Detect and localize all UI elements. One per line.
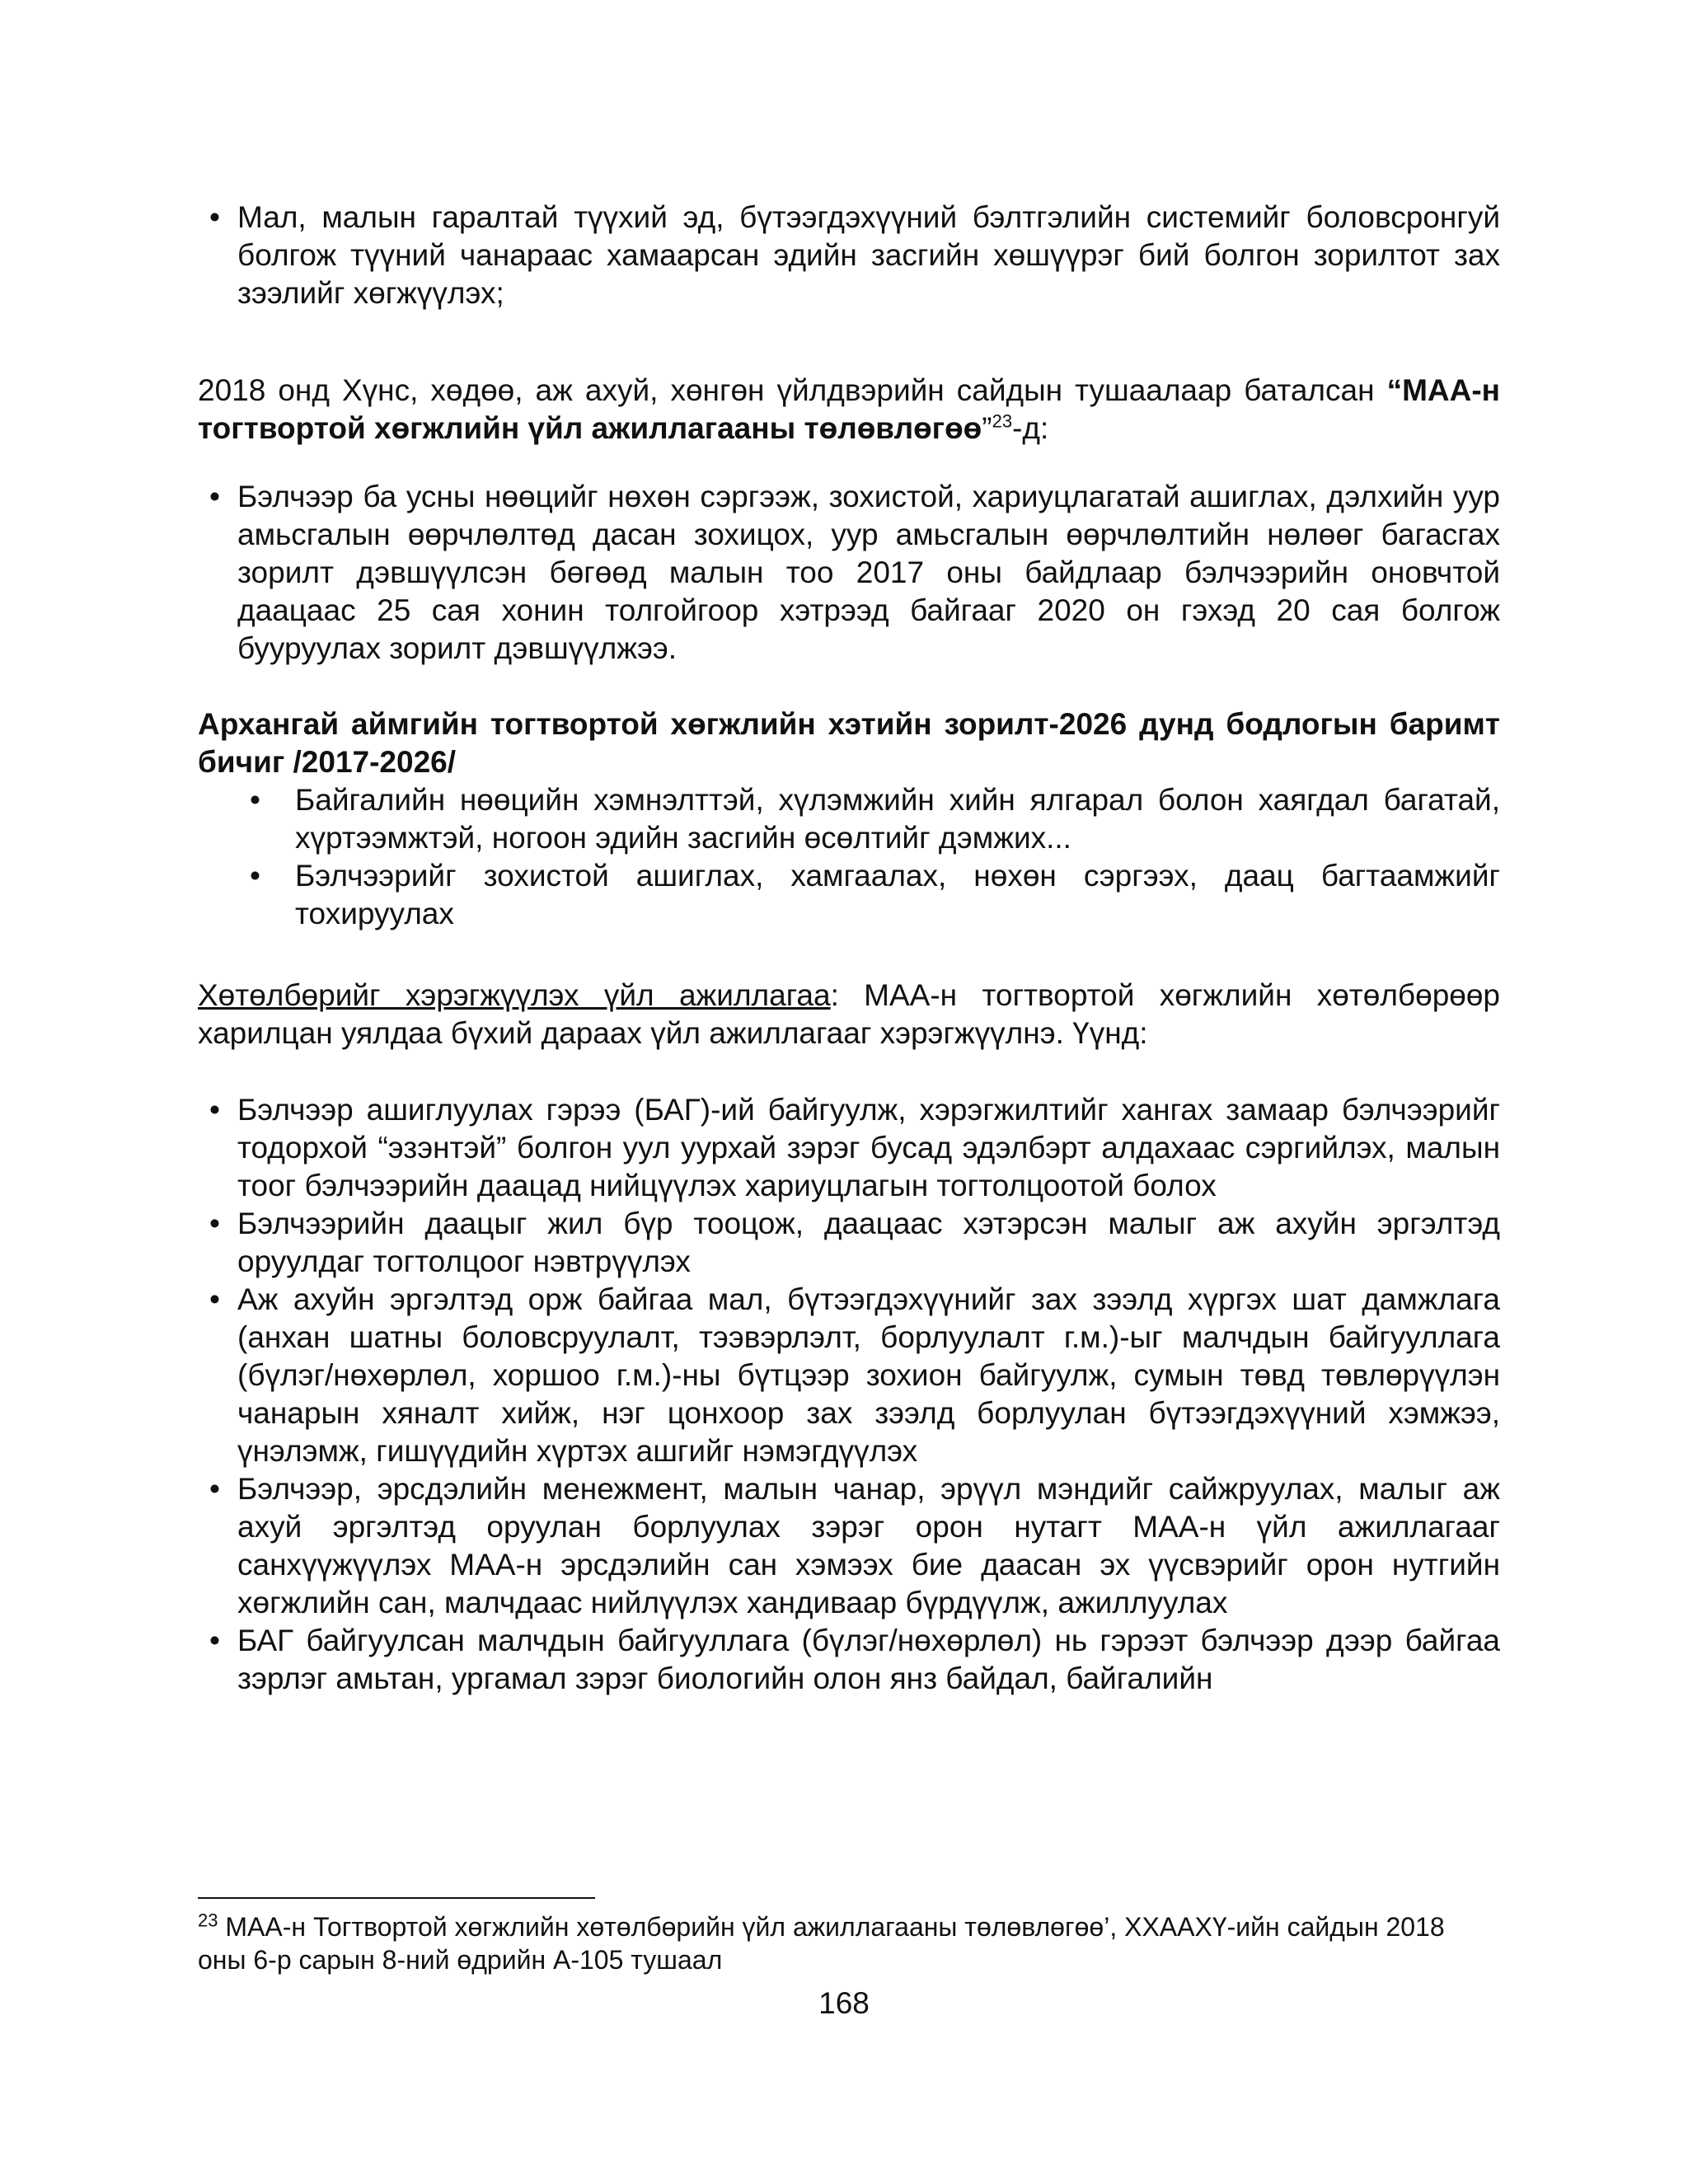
footnote-number: 23: [198, 1910, 218, 1931]
bullet-icon: •: [209, 1282, 220, 1316]
page-number: 168: [818, 1986, 870, 2020]
list-item: • Аж ахуйн эргэлтэд орж байгаа мал, бүтээгдэхүүнийг зах зээлд хүргэх шат дамжлага (анхан шатны боловсруулалт, тээвэрлэлт, борлуулалт г.м.)-ыг малчдын байгууллага (бүлэг/нөхөрлөл, хоршоо г.м.)-ны бүтцээр зохион байгуулж, сумын төвд төвлөрүүлэн чанарын хяналт хийж, нэг цонхоор зах зээлд борлуулан бүтээгдэхүүний хэмжээ, үнэлэмж, гишүүдийн хүртэх ашгийг нэмэгдүүлэх: [209, 1282, 1500, 1468]
bullet-icon: •: [209, 1472, 220, 1506]
bullet-list-2: [198, 478, 1500, 668]
list-item: • Байгалийн нөөцийн хэмнэлттэй, хүлэмжийн хийн ялгарал болон хаягдал багатай, хүртээмжтэй, ногоон эдийн засгийн өсөлтийг дэмжих...: [250, 783, 1500, 855]
footnote-ref: 23: [992, 410, 1013, 432]
underlined-label: Хөтөлбөрийг хэрэгжүүлэх үйл ажиллагаа: [198, 978, 831, 1012]
list-item: • БАГ байгуулсан малчдын байгууллага (бүлэг/нөхөрлөл) нь гэрээт бэлчээр дээр байгаа зэрлэг амьтан, ургамал зэрэг биологийн олон янз байдал, байгалийн: [209, 1624, 1500, 1695]
bullet-list-1: [198, 199, 1500, 312]
footnote: [198, 1910, 1500, 1976]
list-item: • Бэлчээр ба усны нөөцийг нөхөн сэргээж, зохистой, хариуцлагатай ашиглах, дэлхийн уур амьсгалын өөрчлөлтөд дасан зохицох, уур амьсгалын өөрчлөлтийн нөлөөг багасгах зорилт дэвшүүлсэн бөгөөд малын тоо 2017 оны байдлаар бэлчээрийн оновчтой даацаас 25 сая хонин толгойгоор хэтрээд байгааг 2020 он гэхэд 20 сая болгож бууруулах зорилт дэвшүүлжээ.: [209, 480, 1500, 665]
bullet-icon: •: [209, 200, 220, 234]
bullet-icon: •: [209, 480, 220, 513]
list-item: • Бэлчээрийг зохистой ашиглах, хамгаалах, нөхөн сэргээх, даац багтаамжийг тохируулах: [250, 859, 1500, 930]
intro-paragraph: 2018 онд Хүнс, хөдөө, аж ахуй, хөнгөн үйлдвэрийн сайдын тушаалаар баталсан “МАА-н тогтвортой хөгжлийн үйл ажиллагааны төлөвлөгөө”$^{23}$-д:: [198, 373, 1500, 445]
list-item: • Мал, малын гаралтай түүхий эд, бүтээгдэхүүний бэлтгэлийн системийг боловсронгуй болгож түүний чанараас хамаарсан эдийн засгийн хөшүүрэг бий болгон зорилтот зах зээлийг хөгжүүлэх;: [209, 200, 1500, 310]
bullet-icon: •: [209, 1624, 220, 1657]
list-item: • Бэлчээрийн даацыг жил бүр тооцож, даацаас хэтэрсэн малыг аж ахуйн эргэлтэд оруулдаг тогтолцоог нэвтрүүлэх: [209, 1207, 1500, 1278]
plan-title: “МАА-н тогтвортой хөгжлийн үйл ажиллагааны төлөвлөгөө: [198, 373, 1500, 445]
footnote-divider: [198, 1897, 595, 1899]
section-heading: Архангай аймгийн тогтвортой хөгжлийн хэтийн зорилт-2026 дунд бодлогын баримт бичиг /2017-2026/: [198, 707, 1500, 779]
bullet-list-4: [198, 1091, 1500, 1698]
bullet-icon: •: [209, 1093, 220, 1127]
bullet-icon: •: [250, 783, 260, 817]
program-paragraph: Хөтөлбөрийг хэрэгжүүлэх үйл ажиллагаа: МАА-н тогтвортой хөгжлийн хөтөлбөрөөр харилцан уялдаа бүхий дараах үйл ажиллагааг хэрэгжүүлнэ. Үүнд:: [198, 978, 1500, 1050]
bullet-icon: •: [250, 859, 260, 893]
list-item: • Бэлчээр ашиглуулах гэрээ (БАГ)-ий байгуулж, хэрэгжилтийг хангах замаар бэлчээрийг тодорхой “эзэнтэй” болгон уул уурхай зэрэг бусад эдэлбэрт алдахаас сэргийлэх, малын тоог бэлчээрийн даацад нийцүүлэх хариуцлагын тогтолцоотой болох: [209, 1093, 1500, 1202]
bullet-icon: •: [209, 1207, 220, 1240]
bullet-list-3: [198, 781, 1500, 933]
list-item: • Бэлчээр, эрсдэлийн менежмент, малын чанар, эрүүл мэндийг сайжруулах, малыг аж ахуй эргэлтэд оруулан борлуулах зэрэг орон нутагт МАА-н үйл ажиллагааг санхүүжүүлэх МАА-н эрсдэлийн сан хэмээх бие даасан эх үүсвэрийг орон нутгийн хөгжлийн сан, малчдаас нийлүүлэх хандиваар бүрдүүлж, ажиллуулах: [209, 1472, 1500, 1619]
footnote-text: МАА-н Тогтвортой хөгжлийн хөтөлбөрийн үйл ажиллагааны төлөвлөгөө’, ХХААХҮ-ийн сайдын 2018 оны 6-р сарын 8-ний өдрийн А-105 тушаал: [198, 1912, 1445, 1975]
